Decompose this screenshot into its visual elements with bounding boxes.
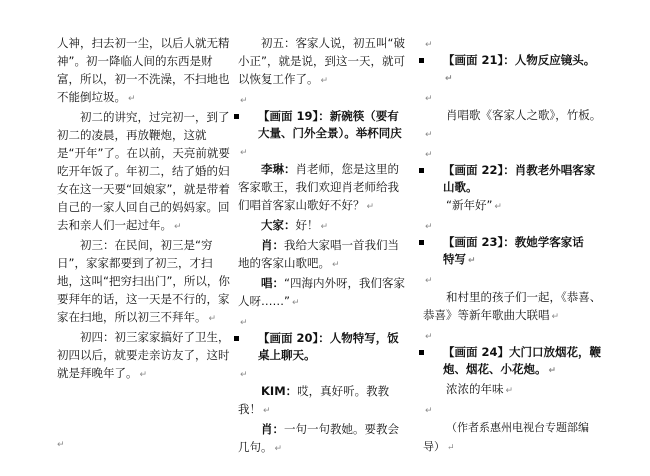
blank-line bbox=[423, 216, 603, 234]
return-mark: ↵ bbox=[274, 444, 283, 454]
scene-heading-22: 【画面 22】：肖教老外唱客家山歌。 bbox=[423, 162, 603, 196]
return-mark: ↵ bbox=[240, 148, 248, 158]
blank-line bbox=[423, 270, 603, 288]
blank-line bbox=[423, 326, 603, 344]
dialogue-line: 大家：好！ ↵ bbox=[261, 218, 329, 232]
return-mark: ↵ bbox=[468, 256, 476, 266]
return-mark: ↵ bbox=[447, 443, 455, 453]
blank-line bbox=[238, 142, 408, 160]
dialogue-line: 肖：一句一句教她。要教会几句。 ↵ bbox=[238, 422, 399, 454]
paragraph-chusan: 初三：在民间，初三是“穷日”，家家都要到了初三，才扫地，这叫“把穷扫出门”，所以，你要拜年的话，这一天是不行的，家家在扫地，所以初三不拜年。 ↵ bbox=[57, 238, 230, 324]
scene-heading-19: 【画面 19】：新碗筷（要有大量、门外全景）。举杯同庆 bbox=[238, 108, 408, 142]
return-mark: ↵ bbox=[240, 318, 248, 328]
return-mark: ↵ bbox=[425, 222, 433, 232]
return-mark: ↵ bbox=[425, 40, 433, 50]
bullet-icon bbox=[419, 240, 424, 245]
scene-heading-24: 【画面 24】大门口放烟花，鞭炮、烟花、小花炮。 ↵ bbox=[423, 344, 603, 380]
return-mark: ↵ bbox=[240, 96, 248, 106]
blank-line bbox=[423, 400, 603, 418]
return-mark: ↵ bbox=[208, 314, 217, 324]
paragraph-chuwu: 初五：客家人说，初五叫“破小正”，就是说，到这一天，就可以恢复工作了。 ↵ bbox=[238, 36, 405, 86]
paragraph-chusi: 初四：初三家家搞好了卫生，初四以后，就要走亲访友了，这时就是拜晚年了。 ↵ bbox=[57, 330, 230, 380]
paragraph-chuer: 初二的讲究，过完初一，到了初二的凌晨，再放鞭炮，这就是“开年”了。在以前，天亮前就要吃开年饭了。年初二，结了婚的妇女在这一天要“回娘家”，就是带着自己的一家人回自己的妈妈家。回去和亲人们一起过年。 ↵ bbox=[57, 110, 230, 232]
return-mark: ↵ bbox=[425, 276, 433, 286]
column-left bbox=[57, 34, 235, 384]
return-mark: ↵ bbox=[505, 386, 514, 396]
blank-line bbox=[423, 144, 603, 162]
dialogue-line: KIM：哎，真好听。教教我！ ↵ bbox=[238, 384, 390, 416]
scene-text-23: 和村里的孩子们一起，《恭喜、恭喜》等新年歌曲大联唱 ↵ bbox=[423, 290, 602, 322]
dialogue-line: 肖：我给大家唱一首我们当地的客家山歌吧。 ↵ bbox=[238, 238, 399, 270]
return-mark: ↵ bbox=[551, 312, 560, 322]
scene-heading-21: 【画面 21】：人物反应镜头。↵ bbox=[423, 52, 603, 88]
dialogue-line: 唱：“四海内外呀，我们客家人呀……” ↵ bbox=[238, 276, 405, 308]
column-middle bbox=[238, 34, 408, 458]
return-mark: ↵ bbox=[548, 366, 557, 376]
blank-line bbox=[238, 312, 408, 330]
blank-line bbox=[423, 34, 603, 52]
bullet-icon bbox=[234, 336, 239, 341]
return-mark: ↵ bbox=[57, 440, 65, 450]
paragraph-chuyi: 人神，扫去初一尘，以后人就无精神”。初一降临人间的东西是财富，所以，初一不洗澡，不扫地也不能倒垃圾。 ↵ bbox=[57, 36, 230, 104]
blank-line bbox=[423, 88, 603, 106]
scene-heading-23: 【画面 23】：教她学客家话 特写 ↵ bbox=[423, 234, 603, 270]
blank-line bbox=[238, 364, 408, 382]
return-mark: ↵ bbox=[240, 370, 248, 380]
return-mark: ↵ bbox=[128, 94, 136, 104]
return-mark: ↵ bbox=[425, 406, 433, 416]
return-mark: ↵ bbox=[174, 222, 182, 232]
return-mark: ↵ bbox=[494, 202, 502, 212]
return-mark: ↵ bbox=[320, 76, 329, 86]
return-mark: ↵ bbox=[139, 370, 148, 380]
return-mark: ↵ bbox=[332, 260, 340, 270]
return-mark: ↵ bbox=[263, 406, 271, 416]
bullet-icon bbox=[419, 168, 424, 173]
column-right bbox=[423, 34, 603, 458]
return-mark: ↵ bbox=[425, 94, 433, 104]
return-mark: ↵ bbox=[445, 74, 453, 84]
return-mark: ↵ bbox=[291, 298, 300, 308]
scene-text-21: 肖唱歌《客家人之歌》，竹板。↵ bbox=[425, 108, 602, 140]
bullet-icon bbox=[419, 58, 424, 63]
bullet-icon bbox=[234, 114, 239, 119]
return-mark: ↵ bbox=[320, 222, 329, 232]
return-mark: ↵ bbox=[366, 202, 375, 212]
author-signature: （作者系惠州电视台专题部编导） ↵ bbox=[423, 421, 589, 453]
bullet-icon bbox=[419, 350, 424, 355]
scene-text-24: 浓浓的年味 ↵ bbox=[446, 382, 514, 396]
return-mark: ↵ bbox=[425, 130, 433, 140]
return-mark: ↵ bbox=[425, 332, 433, 342]
dialogue-line: 李琳：肖老师，您是这里的客家歌王，我们欢迎肖老师给我们唱首客家山歌好不好？ ↵ bbox=[238, 162, 399, 212]
return-mark: ↵ bbox=[425, 150, 433, 160]
blank-line bbox=[238, 90, 408, 108]
scene-text-22: “新年好” ↵ bbox=[446, 198, 502, 212]
scene-heading-20: 【画面 20】：人物特写，饭桌上聊天。 bbox=[238, 330, 408, 364]
